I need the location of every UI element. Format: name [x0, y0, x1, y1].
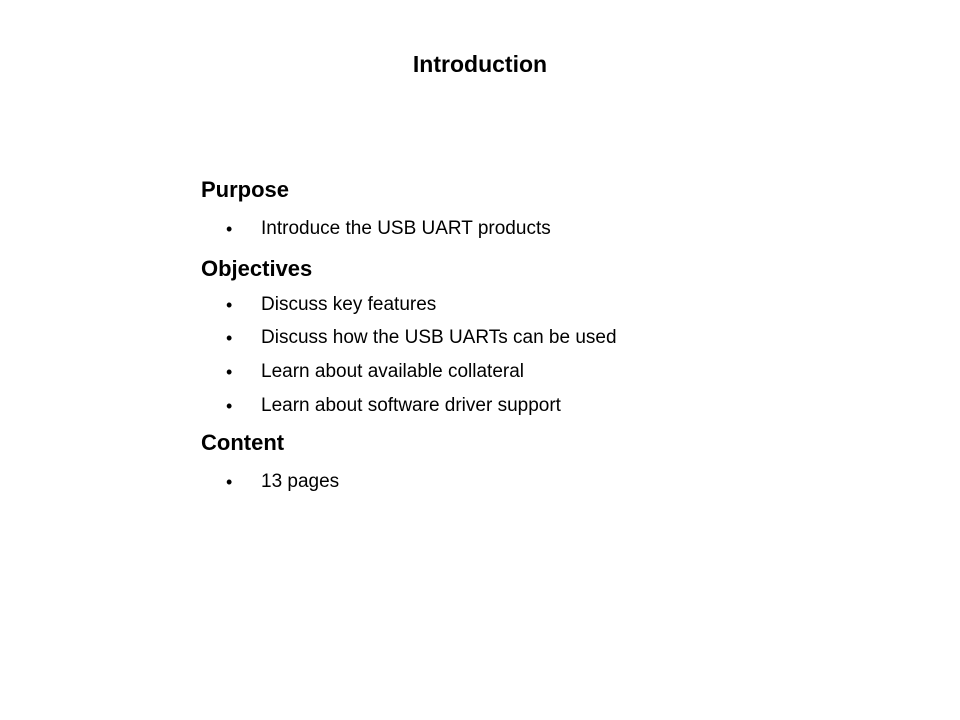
- list-item: [226, 292, 436, 318]
- list-item: [226, 469, 339, 495]
- section-heading-purpose: Purpose: [201, 177, 290, 202]
- list-item-text: Discuss how the USB UARTs can be used: [261, 327, 617, 348]
- list-item: [226, 325, 617, 351]
- bullet-icon: •: [226, 328, 233, 348]
- list-item-text: Introduce the USB UART products: [261, 218, 551, 239]
- section-heading-content: Content: [201, 430, 285, 455]
- bullet-icon: •: [226, 396, 233, 416]
- list-item: [226, 216, 551, 242]
- list-item: [226, 359, 524, 385]
- section-heading-objectives: Objectives: [201, 256, 313, 281]
- bullet-icon: •: [226, 472, 233, 492]
- bullet-icon: •: [226, 295, 233, 315]
- bullet-icon: •: [226, 362, 233, 382]
- list-item-text: Discuss key features: [261, 294, 437, 315]
- list-item-text: 13 pages: [261, 471, 340, 492]
- list-item: [226, 393, 561, 419]
- bullet-icon: •: [226, 219, 233, 239]
- slide-title: Introduction: [412, 51, 548, 77]
- list-item-text: Learn about software driver support: [261, 395, 561, 416]
- list-item-text: Learn about available collateral: [261, 361, 525, 382]
